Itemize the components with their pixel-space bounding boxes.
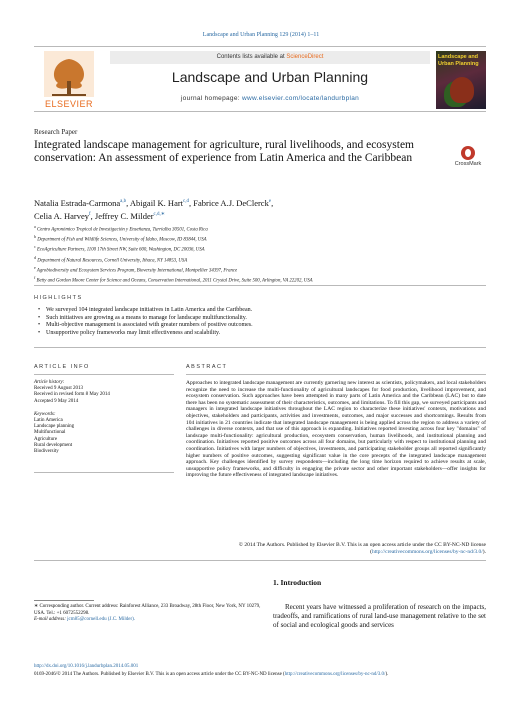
affiliation-line: $^e$ Agrobiodiversity and Ecosystem Services Program, Bioversity International, Montpellier 34397, France xyxy=(34,264,238,274)
author-name: Fabrice A.J. DeClerck xyxy=(193,197,269,208)
abstract-body: Approaches to integrated landscape management are currently garnering new interest as scientists, policymakers, and local stakeholders recognize the need to increase the multi-functionality of agricultural landscapes for food production, livelihood improvement, and ecosystem conservation. Such approaches have been attempted in many parts of Latin America and the Caribbean (LAC) but to date there has been no systematic assessment of their characteristics, outcomes, and limitations. To fill this gap, we surveyed participants and managers in integrated landscape initiatives throughout the LAC region to characterize these initiatives' contexts, motivations and objectives, stakeholders and participants, activities and investments, outcomes, and major successes and shortcomings. Results from 104 initiatives in 21 countries indicate that integrated landscape management is being applied across the region to address a variety of challenges in diverse contexts, and that use of this approach is expanding. Initiatives reported investing across four key "domains" of landscape multi-functionality: agricultural production, ecosystem conservation, human livelihoods, and institutional planning and coordination. Initiatives reported positive outcomes across all four domains, but particularly with respect to institutional planning and coordination. Initiatives with larger numbers of objectives, investments, and participating stakeholder groups all reported significantly higher numbers of positive outcomes, suggesting significant value in the core precepts of the integrated landscape management approach. Key challenges identified by survey respondents—including the long time horizon required to achieve results at scale, unsupportive policy frameworks, and difficulty in engaging the private sector and other important stakeholders—offer insights for improving the future effectiveness of integrated landscape initiatives. xyxy=(186,380,486,479)
license-link[interactable]: http://creativecommons.org/licenses/by-nc-nd/3.0/ xyxy=(371,548,483,555)
keyword: Biodiversity xyxy=(34,449,59,455)
crossmark-label: CrossMark xyxy=(454,161,482,167)
affiliation-line: $^c$ EcoAgriculture Partners, 1100 17th Street NW, Suite 600, Washington, DC 20036, USA xyxy=(34,244,205,253)
highlights-heading: HIGHLIGHTS xyxy=(34,295,83,301)
article-info xyxy=(34,380,174,455)
article-type: Research Paper xyxy=(34,128,78,136)
divider xyxy=(34,285,486,286)
author-affil-marker[interactable]: c,d,∗ xyxy=(153,211,165,217)
affiliation-line: $^f$ Betty and Gordon Moore Center for Science and Oceans, Conservation International, 2011 Crystal Drive, Suite 500, Arlington, VA 22202, USA xyxy=(34,274,313,284)
cover-leaf-icon xyxy=(450,77,474,103)
keyword: Multifunctional xyxy=(34,430,66,436)
divider xyxy=(34,347,486,348)
history-item: Received in revised form 8 May 2014 xyxy=(34,392,110,398)
author-name: Celia A. Harvey xyxy=(34,210,89,221)
journal-masthead xyxy=(110,47,430,111)
author-list: Natalia Estrada-Carmona$^{a,b}$, Abigail K. Hart$^{c,d}$, Fabrice A.J. DeClerck$^e$, Celia A. Harvey$^f$, Jeffrey C. Milder$^{c,d,∗}$ xyxy=(34,197,274,221)
divider xyxy=(34,472,174,473)
affiliation-line: $^d$ Department of Natural Resources, Cornell University, Ithaca, NY 14853, USA xyxy=(34,254,188,264)
article-info-heading: ARTICLE INFO xyxy=(34,364,90,370)
journal-header xyxy=(34,46,486,112)
affiliations xyxy=(34,224,494,285)
homepage-link[interactable]: www.elsevier.com/locate/landurbplan xyxy=(241,95,360,102)
doi-link[interactable]: http://dx.doi.org/10.1016/j.landurbplan.2014.05.001 xyxy=(34,664,139,669)
divider xyxy=(186,374,486,375)
author-affil-marker[interactable]: c,d xyxy=(183,199,190,204)
homepage-prefix: journal homepage: xyxy=(180,95,242,102)
introduction-body: Recent years have witnessed a proliferation of research on the impacts, tradeoffs, and ramifications of rural land-use management relative to the set of social and ecological goods and services xyxy=(273,603,486,629)
email-link[interactable]: jcm85@cornell.edu (J.C. Milder). xyxy=(67,617,136,622)
keywords-label: Keywords: xyxy=(34,411,56,417)
journal-reference[interactable]: Landscape and Urban Planning 129 (2014) 1–11 xyxy=(202,32,320,38)
article-title: Integrated landscape management for agriculture, rural livelihoods, and ecosystem conservation: An assessment of experience from Latin America and the Caribbean xyxy=(34,139,414,165)
cover-title: Landscape and Urban Planning xyxy=(438,54,479,67)
highlight-item: • Such initiatives are growing as a means to manage for landscape multifunctionality. xyxy=(38,315,478,323)
elsevier-tree-icon xyxy=(44,51,94,97)
highlight-item: • Multi-objective management is associated with greater numbers of positive outcomes. xyxy=(38,322,478,330)
journal-cover-image[interactable] xyxy=(436,51,486,109)
abstract-license: © 2014 The Authors. Published by Elsevier B.V. This is an open access article under the CC BY-NC-ND license (http://creativecommons.org/licenses/by-nc-nd/3.0/). xyxy=(238,542,486,555)
author-affil-marker[interactable]: f xyxy=(89,211,91,217)
keyword: Landscape planning xyxy=(34,424,75,430)
highlight-item: • We surveyed 104 integrated landscape initiatives in Latin America and the Caribbean. xyxy=(38,307,478,315)
author-name: Abigail K. Hart xyxy=(129,197,184,208)
highlight-item: • Unsupportive policy frameworks may limit effectiveness and scalability. xyxy=(38,330,478,338)
keyword: Rural development xyxy=(34,442,73,448)
crossmark-badge[interactable] xyxy=(448,146,488,170)
sciencedirect-link[interactable]: ScienceDirect xyxy=(286,54,324,60)
keyword: Agriculture xyxy=(34,436,58,442)
divider xyxy=(34,560,486,561)
abstract-heading: ABSTRACT xyxy=(186,364,228,370)
journal-homepage xyxy=(110,95,430,102)
elsevier-wordmark: ELSEVIER xyxy=(44,99,94,109)
history-item: Received 9 August 2013 xyxy=(34,386,84,392)
copyright-license-link[interactable]: http://creativecommons.org/licenses/by-nc-nd/3.0/ xyxy=(284,672,386,677)
author-name: Jeffrey C. Milder xyxy=(94,210,154,221)
crossmark-icon xyxy=(461,146,475,160)
history-item: Accepted 9 May 2014 xyxy=(34,398,79,404)
footnote-divider xyxy=(34,600,94,601)
email-label: E-mail address: xyxy=(34,617,66,622)
copyright-line: 0169-2046/© 2014 The Authors. Published by Elsevier B.V. This is an open access article under the CC BY-NC-ND license (http://creativecommons.org/licenses/by-nc-nd/3.0/). xyxy=(34,672,389,677)
contents-available-bar xyxy=(110,51,430,64)
history-label: Article history: xyxy=(34,380,65,385)
author-affil-marker[interactable]: a,b xyxy=(120,199,127,204)
highlights-list xyxy=(38,307,478,337)
author-name: Natalia Estrada-Carmona xyxy=(34,197,121,208)
affiliation-line: $^a$ Centro Agronómico Tropical de Investigación y Enseñanza, Turrialba 30501, Costa Rica xyxy=(34,224,208,233)
contents-prefix: Contents lists available at xyxy=(216,54,287,60)
corresponding-author-footnote: ∗ Corresponding author. Current address: Rainforest Alliance, 233 Broadway, 28th Floor, New York, NY 10279, USA. Tel.: +1 6072552298. E-mail address: jcm85@cornell.edu (J.C. Milder). xyxy=(34,604,261,622)
affiliation-line: $^b$ Department of Fish and Wildlife Sciences, University of Idaho, Moscow, ID 83844, USA xyxy=(34,234,207,243)
author-affil-marker[interactable]: e xyxy=(268,199,272,204)
journal-title: Landscape and Urban Planning xyxy=(171,69,369,85)
divider xyxy=(34,374,174,375)
introduction-heading: 1. Introduction xyxy=(273,578,322,587)
keyword: Latin America xyxy=(34,418,63,424)
elsevier-logo[interactable] xyxy=(34,51,104,109)
